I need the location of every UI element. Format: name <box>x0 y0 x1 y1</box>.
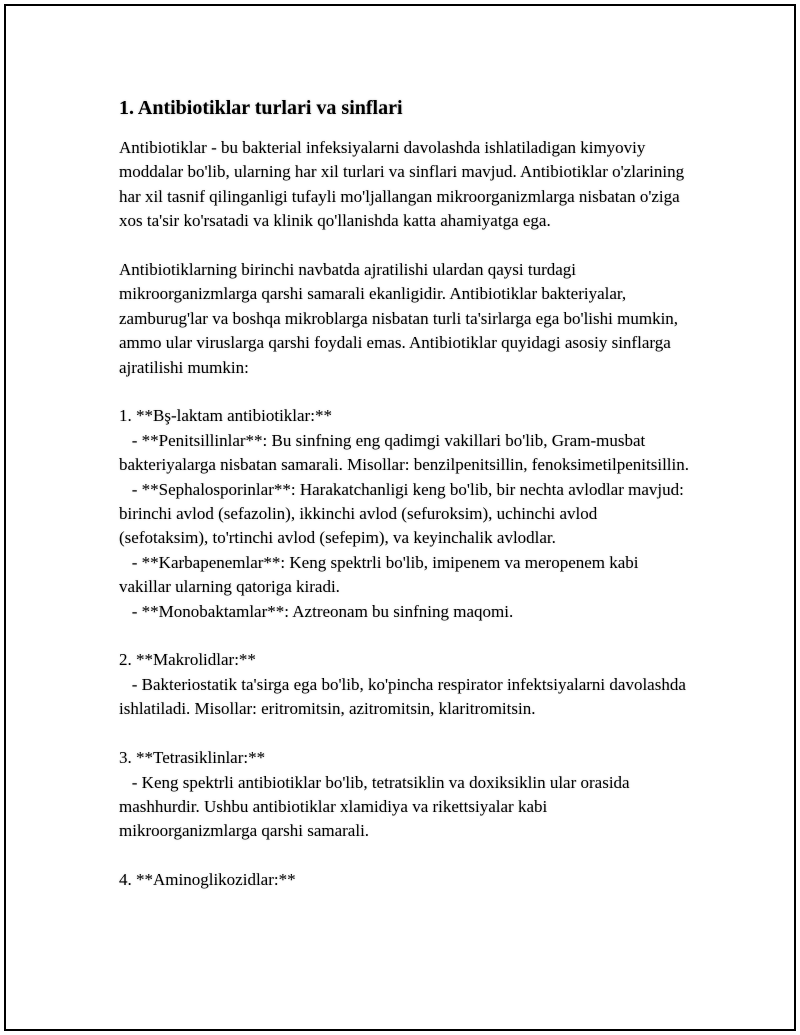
intro-paragraph: Antibiotiklar - bu bakterial infeksiyalarni davolashda ishlatiladigan kimyoviy moddalar bo'lib, ularning har xil turlari va sinflari mavjud. Antibiotiklar o'zlarining har xil tasnif qilinganligi tufayli mo'ljallangan mikroorganizmlarga nisbatan o'ziga xos ta'sir ko'rsatadi va klinik qo'llanishda katta ahamiyatga ega. <box>119 138 689 231</box>
section-heading-macrolides: 2. **Makrolidlar:** <box>119 650 256 670</box>
paragraph-spacer <box>119 722 689 746</box>
paragraph-spacer <box>119 234 689 258</box>
section-heading-aminoglycosides: 4. **Aminoglikozidlar:** <box>119 870 296 890</box>
list-item-penicillins: - **Penitsillinlar**: Bu sinfning eng qadimgi vakillari bo'lib, Gram-musbat bakteriyalarga nisbatan samarali. Misollar: benzilpenitsillin, fenoksimetilpenitsillin. <box>119 430 689 475</box>
list-item-tetracyclines-desc: - Keng spektrli antibiotiklar bo'lib, tetratsiklin va doxiksiklin ular orasida mashhurdir. Ushbu antibiotiklar xlamidiya va rikettsiyalar kabi mikroorganizmlarga qarshi samarali. <box>119 772 634 841</box>
list-item-cephalosporins: - **Sephalosporinlar**: Harakatchanligi keng bo'lib, bir nechta avlodlar mavjud: birinchi avlod (sefazolin), ikkinchi avlod (sefuroksim), uchinchi avlod (sefotaksim), to'rtinchi avlod (sefepim), va keyinchalik avlodlar. <box>119 479 689 548</box>
document-content <box>119 94 689 893</box>
document-page <box>4 4 796 1031</box>
list-item-monobactams: - **Monobaktamlar**: Aztreonam bu sinfning maqomi. <box>119 601 514 621</box>
paragraph-spacer <box>119 844 689 868</box>
section-heading-tetracyclines: 3. **Tetrasiklinlar:** <box>119 748 266 768</box>
second-paragraph: Antibiotiklarning birinchi navbatda ajratilishi ulardan qaysi turdagi mikroorganizmlarga qarshi samarali ekanligidir. Antibiotiklar bakteriyalar, zamburug'lar va boshqa mikroblarga nisbatan turli ta'sirlarga ega bo'lishi mumkin, ammo ular viruslarga qarshi foydali emas. Antibiotiklar quyidagi asosiy sinflarga ajratilishi mumkin: <box>119 260 683 377</box>
paragraph-spacer <box>119 380 689 404</box>
paragraph-spacer <box>119 624 689 648</box>
document-title: 1. Antibiotiklar turlari va sinflari <box>119 97 403 119</box>
list-item-macrolides-desc: - Bakteriostatik ta'sirga ega bo'lib, ko'pincha respirator infektsiyalarni davolashda ishlatiladi. Misollar: eritromitsin, azitromitsin, klaritromitsin. <box>119 674 691 719</box>
list-item-carbapenems: - **Karbapenemlar**: Keng spektrli bo'lib, imipenem va meropenem kabi vakillar ularning qatoriga kiradi. <box>119 552 643 597</box>
section-heading-beta-lactam: 1. **Bş-laktam antibiotiklar:** <box>119 406 332 426</box>
